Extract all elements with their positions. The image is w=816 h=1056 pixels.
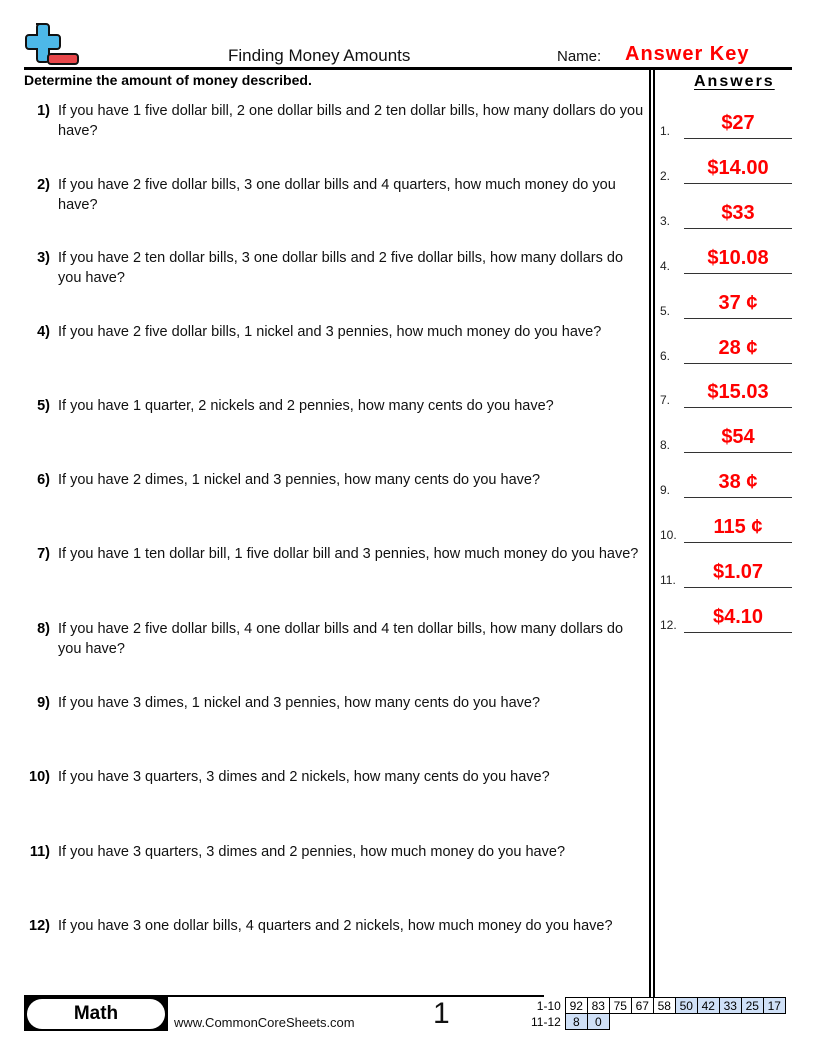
page-number: 1 (433, 997, 450, 1030)
answer-number: 10. (660, 528, 677, 542)
answer-value: $54 (721, 426, 755, 448)
score-cell: 50 (675, 998, 697, 1014)
score-table (528, 997, 786, 1030)
score-cell: 8 (565, 1014, 587, 1030)
question-item (24, 619, 649, 659)
question-item (24, 470, 649, 490)
answer-field[interactable] (660, 603, 792, 633)
answer-line (684, 542, 792, 544)
answer-value: $4.10 (712, 606, 764, 628)
answer-line (684, 452, 792, 454)
question-item (24, 101, 649, 141)
answer-field[interactable] (660, 423, 792, 453)
answer-field[interactable] (660, 289, 792, 319)
answer-value: $10.08 (707, 247, 769, 269)
score-cell: 17 (763, 998, 785, 1014)
subject-badge: Math (27, 999, 165, 1029)
question-number: 5) (37, 398, 50, 414)
question-text: If you have 2 five dollar bills, 1 nickel and 3 pennies, how much money do you have? (58, 324, 602, 340)
answer-line (684, 138, 792, 140)
question-text: If you have 2 ten dollar bills, 3 one dollar bills and 2 five dollar bills, how many dollars do you have? (58, 250, 624, 286)
question-item (24, 916, 649, 936)
answer-number: 3. (660, 214, 671, 228)
question-text: If you have 3 quarters, 3 dimes and 2 nickels, how many cents do you have? (58, 769, 550, 785)
answer-number: 9. (660, 483, 671, 497)
answer-number: 6. (660, 349, 671, 363)
answer-number: 5. (660, 304, 671, 318)
score-cell: 67 (631, 998, 653, 1014)
question-number: 11) (29, 844, 50, 860)
score-row (528, 998, 785, 1014)
answer-value: $1.07 (712, 561, 764, 583)
answer-number: 2. (660, 169, 671, 183)
answer-line (684, 497, 792, 499)
answers-heading: Answers (694, 73, 775, 90)
question-text: If you have 1 five dollar bill, 2 one dollar bills and 2 ten dollar bills, how many dollars do you have? (58, 103, 644, 139)
answer-value: $33 (721, 202, 755, 224)
question-item (24, 322, 649, 342)
question-item (24, 767, 649, 787)
score-row-label: 1-10 (536, 998, 561, 1013)
answer-field[interactable] (660, 334, 792, 364)
question-text: If you have 2 dimes, 1 nickel and 3 pennies, how many cents do you have? (58, 472, 541, 488)
score-cell: 0 (587, 1014, 609, 1030)
answer-field[interactable] (660, 244, 792, 274)
question-text: If you have 3 quarters, 3 dimes and 2 pennies, how much money do you have? (58, 844, 566, 860)
answer-number: 8. (660, 438, 671, 452)
name-value: Answer Key (625, 43, 750, 65)
question-number: 4) (37, 324, 50, 340)
answer-field[interactable] (660, 154, 792, 184)
answer-line (684, 183, 792, 185)
header-divider (24, 67, 792, 70)
answer-line (684, 587, 792, 589)
answer-value: 38 ¢ (718, 471, 758, 493)
answer-value: $14.00 (707, 157, 769, 179)
question-number: 12) (29, 918, 50, 934)
question-number: 7) (37, 546, 50, 562)
website-link[interactable]: www.CommonCoreSheets.com (174, 1015, 355, 1030)
score-cell: 42 (697, 998, 719, 1014)
answer-value: 115 ¢ (713, 516, 763, 538)
name-label: Name: (557, 48, 602, 65)
question-text: If you have 3 dimes, 1 nickel and 3 pennies, how many cents do you have? (58, 695, 541, 711)
answer-value: 37 ¢ (718, 292, 758, 314)
score-row-label: 11-12 (531, 1014, 561, 1029)
score-cell: 83 (587, 998, 609, 1014)
answer-field[interactable] (660, 468, 792, 498)
score-cell: 92 (565, 998, 587, 1014)
answer-field[interactable] (660, 513, 792, 543)
question-item (24, 544, 649, 564)
question-number: 9) (37, 695, 50, 711)
score-row (528, 1014, 785, 1030)
question-item (24, 396, 649, 416)
question-text: If you have 1 quarter, 2 nickels and 2 pennies, how many cents do you have? (58, 398, 554, 414)
answer-value: $27 (721, 112, 755, 134)
question-text: If you have 3 one dollar bills, 4 quarters and 2 nickels, how much money do you have? (58, 918, 613, 934)
question-number: 10) (29, 769, 50, 785)
answer-line (684, 228, 792, 230)
answer-line (684, 632, 792, 634)
worksheet-title: Finding Money Amounts (228, 46, 411, 65)
score-cell: 75 (609, 998, 631, 1014)
answer-line (684, 407, 792, 409)
question-item (24, 842, 649, 862)
question-item (24, 693, 649, 713)
question-number: 1) (37, 103, 50, 119)
answer-number: 1. (660, 124, 671, 138)
score-cell: 33 (719, 998, 741, 1014)
question-number: 8) (37, 621, 50, 637)
score-cell: 25 (741, 998, 763, 1014)
column-divider (649, 69, 655, 997)
answer-number: 4. (660, 259, 671, 273)
answer-number: 12. (660, 618, 677, 632)
answer-field[interactable] (660, 109, 792, 139)
answer-field[interactable] (660, 199, 792, 229)
question-item (24, 175, 649, 215)
answer-line (684, 273, 792, 275)
answer-line (684, 318, 792, 320)
answer-number: 7. (660, 393, 671, 407)
answer-field[interactable] (660, 558, 792, 588)
answer-value: 28 ¢ (718, 337, 758, 359)
answer-value: $15.03 (707, 381, 769, 403)
question-item (24, 248, 649, 288)
answer-line (684, 363, 792, 365)
question-number: 2) (37, 177, 50, 193)
score-cell: 58 (653, 998, 675, 1014)
answer-field[interactable] (660, 378, 792, 408)
question-text: If you have 1 ten dollar bill, 1 five dollar bill and 3 pennies, how much money do you have? (58, 546, 639, 562)
question-text: If you have 2 five dollar bills, 3 one dollar bills and 4 quarters, how much money do you have? (58, 177, 616, 213)
question-number: 6) (37, 472, 50, 488)
question-number: 3) (37, 250, 50, 266)
question-text: If you have 2 five dollar bills, 4 one dollar bills and 4 ten dollar bills, how many dollars do you have? (58, 621, 624, 657)
instructions: Determine the amount of money described. (24, 72, 312, 88)
answer-number: 11. (660, 573, 676, 587)
plus-minus-logo-icon (24, 22, 80, 66)
